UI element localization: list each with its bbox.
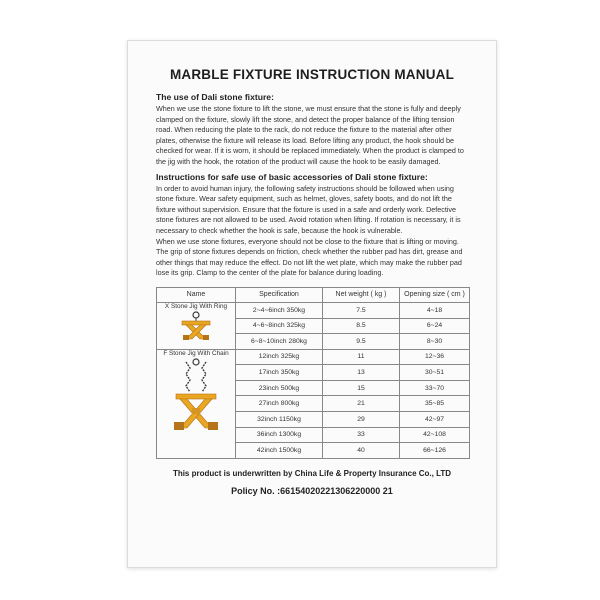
spec-cell: 17inch 350kg [236, 365, 323, 381]
spec-cell: 32inch 1150kg [236, 412, 323, 428]
spec-cell: 23inch 500kg [236, 380, 323, 396]
opening-cell: 8~30 [400, 334, 470, 350]
opening-cell: 4~18 [400, 302, 470, 318]
opening-cell: 12~36 [400, 349, 470, 365]
header-opening-size: Opening size ( cm ) [400, 287, 470, 302]
section-paragraph-safety-1: In order to avoid human injury, the following safety instructions should be followed when using stone fixture. Wear safety equipment, such as helmet, gloves, safety boots, and do not lift the fixture without supervision. Ensure that the fixture is used in a safe and orderly work. Defective stone fixtures are not allowed to be used. Avoid rotation when lifting. If rotation is necessary, it is necessary to check whether the hook is safe, because the hook is vulnerable. [156, 183, 461, 235]
section-paragraph-safety-2: When we use stone fixtures, everyone should not be close to the fixture that is lifting or moving. The grip of stone fixtures depends on friction, check whether the rubber pad has dirt, grease and other things that may reduce the effect. Do not lift the wet plate, which may make the rubber pad lose its grip. Clamp to the center of the plate for balance during loading. [156, 236, 463, 278]
spec-cell: 4~6~8inch 325kg [236, 318, 323, 334]
policy-number: Policy No. :66154020221306220000 21 [231, 485, 393, 496]
weight-cell: 7.5 [323, 302, 400, 318]
spec-cell: 27inch 800kg [236, 396, 323, 412]
spec-cell: 42inch 1500kg [236, 443, 323, 459]
f-stone-jig-image [166, 358, 226, 436]
table-row [157, 302, 470, 318]
spec-table [156, 287, 470, 459]
group-cell-f [157, 349, 236, 458]
spec-cell: 2~4~6inch 350kg [236, 302, 323, 318]
header-net-weight: Net weight ( kg ) [323, 287, 400, 302]
group-cell-x [157, 302, 236, 349]
weight-cell: 21 [323, 396, 400, 412]
opening-cell: 42~108 [400, 427, 470, 443]
manual-sheet [127, 40, 497, 568]
section-paragraph-use: When we use the stone fixture to lift the stone, we must ensure that the stone is fully and deeply clamped on the fixture, slowly lift the stone, and detect the proper balance of the lifting tension road. When reducing the plate to the rack, do not reduce the fixture to the material after other plates, otherwise the fixture will release its load. Before lifting any product, the hook should be checked for wear. If it is worn, it should be replaced immediately. When the product is clamped to the jig with the hook, the rotation of the product will cause the hook to be easily damaged. [156, 104, 464, 166]
table-row [157, 349, 470, 365]
opening-cell: 42~97 [400, 412, 470, 428]
weight-cell: 8.5 [323, 318, 400, 334]
weight-cell: 11 [323, 349, 400, 365]
weight-cell: 13 [323, 365, 400, 381]
header-specification: Specification [236, 287, 323, 302]
weight-cell: 33 [323, 427, 400, 443]
header-name: Name [157, 287, 236, 302]
section-heading-safety: Instructions for safe use of basic accessories of Dali stone fixture: [156, 171, 428, 182]
spec-cell: 36inch 1300kg [236, 427, 323, 443]
weight-cell: 29 [323, 412, 400, 428]
opening-cell: 35~85 [400, 396, 470, 412]
section-heading-use: The use of Dali stone fixture: [156, 92, 274, 102]
weight-cell: 40 [323, 443, 400, 459]
group-name-f: F Stone Jig With Chain [163, 349, 229, 357]
weight-cell: 15 [323, 380, 400, 396]
group-name-x: X Stone Jig With Ring [164, 302, 228, 310]
opening-cell: 66~126 [400, 443, 470, 459]
opening-cell: 33~70 [400, 380, 470, 396]
opening-cell: 30~51 [400, 365, 470, 381]
opening-cell: 6~24 [400, 318, 470, 334]
insurance-note: This product is underwritten by China Life & Property Insurance Co., LTD [172, 468, 452, 478]
page-title: MARBLE FIXTURE INSTRUCTION MANUAL [169, 67, 455, 82]
table-header-row [157, 287, 470, 302]
spec-cell: 12inch 325kg [236, 349, 323, 365]
weight-cell: 9.5 [323, 334, 400, 350]
x-stone-jig-image [168, 311, 224, 341]
spec-cell: 6~8~10inch 280kg [236, 334, 323, 350]
